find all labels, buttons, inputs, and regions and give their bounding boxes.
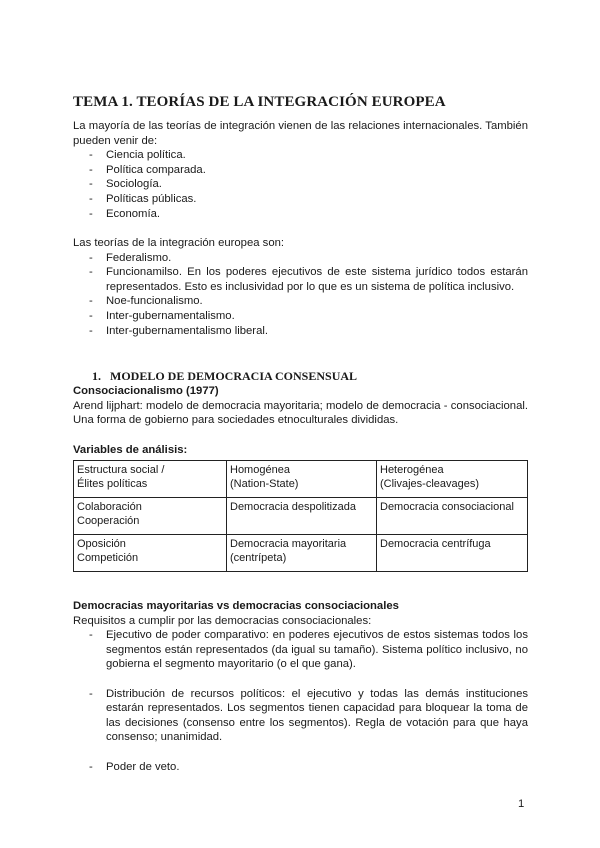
list-item: - Distribución de recursos políticos: el ejecutivo y todas las demás instituciones estarán representados. Los segmentos tienen capacidad para bloquear la toma de las decisiones (consenso entre los segmentos). Regla de votación para que haya consenso; unanimidad. (73, 687, 528, 745)
theories-paragraph: Las teorías de la integración europea son: (73, 237, 285, 249)
list-item: - Políticas públicas. (73, 192, 528, 207)
theories-list (73, 251, 528, 339)
subheading: Consociacionalismo (1977) (73, 385, 219, 397)
discipline-list (73, 148, 528, 221)
comparison-section (73, 599, 528, 774)
table-row (74, 535, 528, 572)
comparison-heading: Democracias mayoritarias vs democracias consociacionales (73, 600, 399, 612)
list-item: - Ejecutivo de poder comparativo: en poderes ejecutivos de estos sistemas todos los segmentos están representados (da igual su tamaño). Sistema político inclusivo, no gobierna el segmento mayoritario (o el que gana). (73, 628, 528, 672)
table-row (74, 461, 528, 498)
list-item: - Sociología. (73, 177, 528, 192)
list-item: - Ciencia política. (73, 148, 528, 163)
table-cell: Colaboración Cooperación (74, 498, 227, 535)
table-row (74, 498, 528, 535)
table-cell: Democracia centrífuga (377, 535, 528, 572)
analysis-table (73, 460, 528, 572)
page-number: 1 (518, 798, 525, 810)
list-item: - Poder de veto. (73, 760, 528, 775)
list-item: - Inter-gubernamentalismo liberal. (73, 324, 528, 339)
list-item: - Política comparada. (73, 163, 528, 178)
analysis-table-wrap (73, 460, 528, 572)
table-title: Variables de análisis: (73, 444, 188, 456)
list-item: - Noe-funcionalismo. (73, 294, 528, 309)
page-title: TEMA 1. TEORÍAS DE LA INTEGRACIÓN EUROPEA (73, 94, 446, 110)
comparison-paragraph: Requisitos a cumplir por las democracias consociacionales: (73, 614, 372, 627)
theories-section (73, 236, 528, 338)
requirements-list (73, 628, 528, 774)
intro-section (73, 119, 528, 221)
consociacionalismo-section (73, 384, 528, 428)
table-cell: Heterogénea (Clivajes-cleavages) (377, 461, 528, 498)
section-heading: 1. MODELO DE DEMOCRACIA CONSENSUAL (92, 369, 358, 383)
table-cell: Estructura social / Élites políticas (74, 461, 227, 498)
table-cell: Homogénea (Nation-State) (227, 461, 377, 498)
list-item: - Economía. (73, 207, 528, 222)
list-item: - Federalismo. (73, 251, 528, 266)
table-cell: Democracia despolitizada (227, 498, 377, 535)
table-cell: Democracia consociacional (377, 498, 528, 535)
lijphart-paragraph: Arend lijphart: modelo de democracia mayoritaria; modelo de democracia - consociacional. Una forma de gobierno para sociedades etnoculturales divididas. (73, 399, 528, 427)
intro-paragraph: La mayoría de las teorías de integración vienen de las relaciones internacionales. También pueden venir de: (73, 120, 528, 147)
list-item: - Inter-gubernamentalismo. (73, 309, 528, 324)
table-cell: Oposición Competición (74, 535, 227, 572)
table-cell: Democracia mayoritaria (centrípeta) (227, 535, 377, 572)
list-item: - Funcionamilso. En los poderes ejecutivos de este sistema jurídico todos estarán representados. Esto es inclusividad por lo que es un sistema de política inclusivo. (73, 265, 528, 294)
